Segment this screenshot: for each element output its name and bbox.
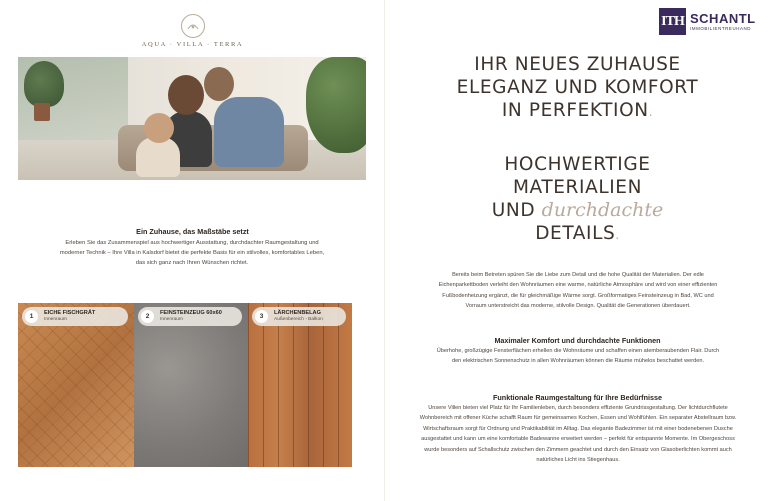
material-oak-herringbone [18, 303, 134, 467]
section-body: Erleben Sie das Zusammenspiel aus hochwertiger Ausstattung, durchdachter Raumgestaltung und moderner Technik – Ihre Villa in Kalsdorf bietet die perfekte Basis für ein stilvolles, komfortables Leben, das sich ganz nach Ihren Wünschen richtet. [59, 240, 325, 266]
material-label [252, 307, 346, 326]
schantl-logo-mark: ITH [659, 8, 686, 35]
material-number: 2 [141, 310, 154, 323]
secondary-headline: HOCHWERTIGE MATERIALIEN UND durchdachte DETAILS. [385, 153, 770, 247]
headline-line: IN PERFEKTION [501, 100, 649, 121]
schantl-logo-sub: IMMOBILIENTREUHAND [690, 25, 752, 31]
family-hero-photo [18, 57, 366, 180]
schantl-logo-name: SCHANTL [690, 10, 756, 26]
material-samples [18, 303, 352, 467]
material-location: Innenraum [44, 316, 67, 322]
section2-body: Unsere Villen bieten viel Platz für Ihr Familienleben, durch besonders effiziente Grundrissgestaltung. Der lichtdurchflutete Wohnbereich mit offener Küche schafft Raum für gemeinsames Kochen, Essen und Wohlfühlen. Ein separater Abstellraum bzw. Wirtschaftsraum sorgt für Ordnung und Praktikabilität im Alltag. Das elegante Badezimmer ist mit einer bodenebenen Dusche ausgestattet und kann um eine komfortable Badewanne erweitert werden – perfekt für entspannte Momente. Im Obergeschoss wurde besonders auf Schallschutz zwischen den Zimmern geachtet und durch den Einsatz von Glasoberlichten kommt auch natürliches Licht ins Stiegenhaus. [419, 405, 737, 464]
section1-body: Überhohe, großzügige Fensterflächen erhellen die Wohnräume und schaffen einen atemberaubenden Flair. Durch den elektrischen Sonnenschutz in allen Wohnräumen können die Räume mühelos beschattet werden. [436, 348, 720, 365]
headline-line: IHR NEUES ZUHAUSE [474, 54, 681, 75]
material-number: 3 [255, 310, 268, 323]
material-name: EICHE FISCHGRÄT [44, 310, 96, 316]
headline2-word: UND [491, 200, 536, 221]
section2-title: Funktionale Raumgestaltung für Ihre Bedürfnisse [493, 393, 662, 402]
main-headline: IHR NEUES ZUHAUSE ELEGANZ UND KOMFORT IN PERFEKTION. [385, 53, 770, 124]
material-name: FEINSTEINZEUG 60x60 [160, 310, 222, 316]
material-larch-decking [248, 303, 352, 467]
material-label [138, 307, 242, 326]
section-heading: Ein Zuhause, das Maßstäbe setzt [136, 227, 249, 236]
villa-logo-icon [181, 14, 205, 38]
headline-line: ELEGANZ UND KOMFORT [456, 77, 699, 98]
headline2-line1: HOCHWERTIGE [504, 154, 651, 175]
material-porcelain-tile [134, 303, 248, 467]
headline2-line4: DETAILS [535, 223, 616, 244]
brand-tagline: AQUA · VILLA · TERRA [141, 41, 244, 48]
headline2-line2: MATERIALIEN [512, 177, 643, 198]
headline2-script: durchdachte [541, 199, 664, 221]
material-label [22, 307, 128, 326]
right-page [385, 0, 770, 501]
intro-paragraph: Bereits beim Betreten spüren Sie die Liebe zum Detail und die hohe Qualität der Materialien. Der edle Eichenparkettboden verleiht den Wohnräumen eine warme, natürliche Atmosphäre und wird von einer effizienten Fußbodenheizung ergänzt, die für gleichmäßige Wärme sorgt. Großformatiges Feinsteinzeug in Bad, WC und Vorraum unterstreicht das moderne, stilvolle Design. Qualität die Generationen überdauert. [438, 272, 718, 310]
material-location: Außenbereich - Balkon [274, 316, 323, 322]
material-number: 1 [25, 310, 38, 323]
schantl-logo [659, 8, 756, 35]
material-location: Innenraum [160, 316, 183, 322]
material-name: LÄRCHENBELAG [274, 310, 321, 316]
section1-title: Maximaler Komfort und durchdachte Funktionen [494, 336, 661, 345]
